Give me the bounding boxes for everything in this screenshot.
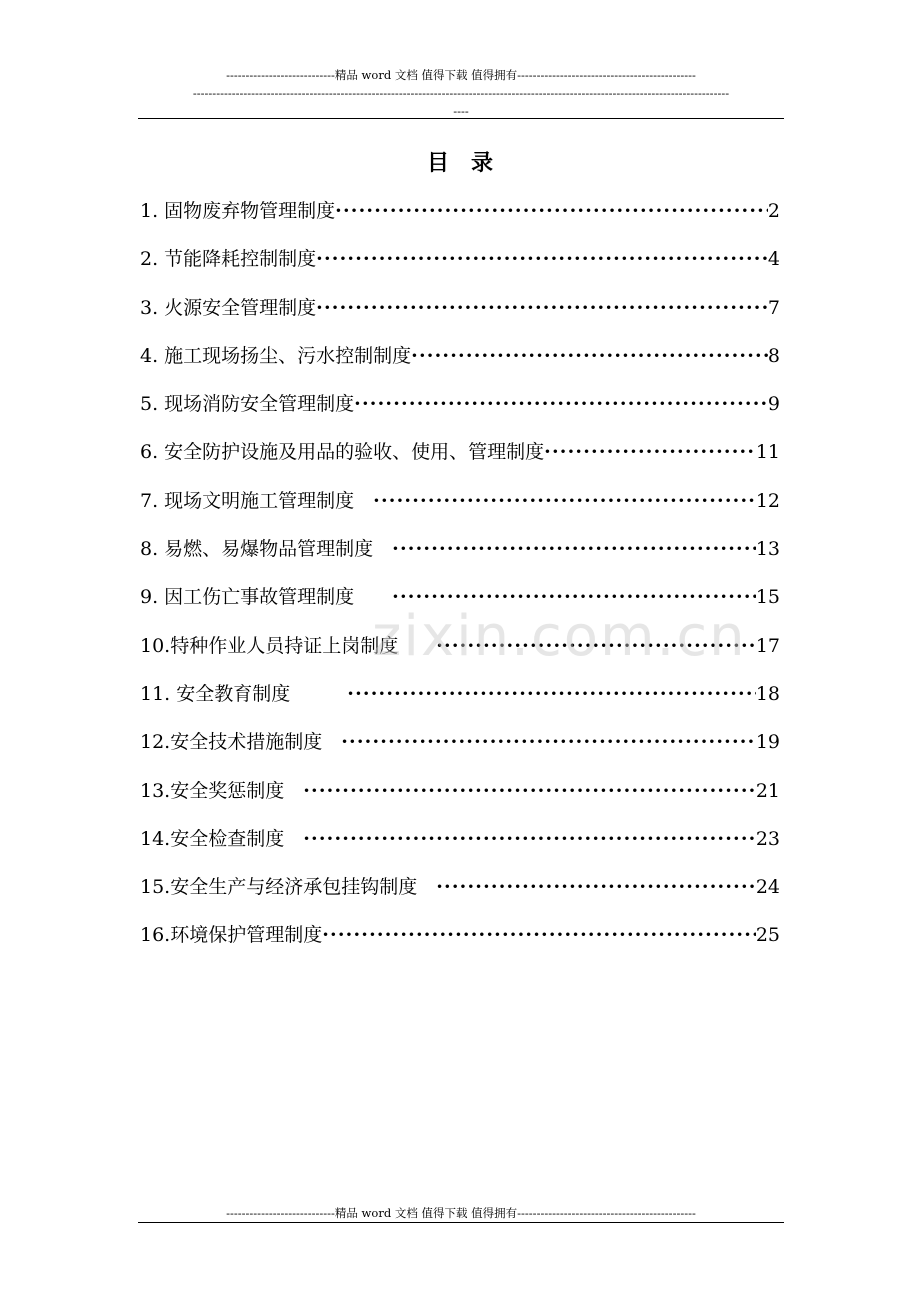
toc-leader-dots bbox=[392, 586, 756, 608]
footer-rule bbox=[138, 1222, 784, 1223]
toc-item[interactable] bbox=[140, 389, 780, 437]
toc-item-page: 8 bbox=[767, 344, 780, 367]
toc-item-label: 14.安全检查制度 bbox=[140, 827, 304, 850]
header-rule bbox=[138, 118, 784, 119]
toc-item[interactable] bbox=[140, 534, 780, 582]
toc-leader-dots bbox=[303, 828, 756, 850]
toc-leader-dots bbox=[316, 248, 768, 270]
toc-item[interactable] bbox=[140, 824, 780, 872]
toc-leader-dots bbox=[392, 538, 756, 560]
toc-leader-dots bbox=[411, 345, 768, 367]
toc-item[interactable] bbox=[140, 631, 780, 679]
toc-item-label: 7. 现场文明施工管理制度 bbox=[140, 489, 374, 512]
page-header bbox=[138, 66, 784, 120]
toc-item-page: 4 bbox=[767, 248, 780, 271]
toc-item[interactable] bbox=[140, 196, 780, 244]
toc-item[interactable] bbox=[140, 437, 780, 485]
toc-leader-dots bbox=[354, 393, 768, 415]
table-of-contents bbox=[140, 196, 780, 969]
toc-leader-dots bbox=[347, 683, 756, 705]
toc-item-label: 3. 火源安全管理制度 bbox=[140, 296, 317, 319]
toc-item[interactable] bbox=[140, 872, 780, 920]
toc-item[interactable] bbox=[140, 293, 780, 341]
toc-leader-dots bbox=[373, 490, 756, 512]
toc-item-page: 2 bbox=[767, 200, 780, 222]
toc-item-page: 19 bbox=[755, 731, 780, 754]
toc-item-label: 5. 现场消防安全管理制度 bbox=[140, 393, 355, 416]
toc-item-label: 15.安全生产与经济承包挂钩制度 bbox=[140, 876, 437, 899]
toc-item-label: 8. 易燃、易爆物品管理制度 bbox=[140, 538, 393, 561]
toc-leader-dots bbox=[335, 200, 768, 222]
toc-item-label: 1. 固物废弃物管理制度 bbox=[140, 200, 336, 222]
toc-leader-dots bbox=[436, 635, 756, 657]
toc-item-page: 12 bbox=[755, 489, 780, 512]
toc-leader-dots bbox=[316, 297, 768, 319]
toc-item[interactable] bbox=[140, 727, 780, 775]
toc-item-label: 4. 施工现场扬尘、污水控制制度 bbox=[140, 344, 412, 367]
toc-item-label: 9. 因工伤亡事故管理制度 bbox=[140, 586, 393, 609]
toc-item[interactable] bbox=[140, 776, 780, 824]
toc-item[interactable] bbox=[140, 244, 780, 292]
toc-leader-dots bbox=[436, 876, 756, 898]
toc-item-label: 6. 安全防护设施及用品的验收、使用、管理制度 bbox=[140, 441, 545, 464]
toc-item-label: 12.安全技术措施制度 bbox=[140, 731, 342, 754]
header-dash-line: ------------------------------------------------------------------------------------------------------------------------------------------ bbox=[192, 86, 730, 100]
toc-leader-dots bbox=[322, 924, 756, 946]
toc-item-page: 25 bbox=[755, 924, 780, 947]
toc-leader-dots bbox=[544, 441, 756, 463]
toc-leader-dots bbox=[303, 780, 756, 802]
page-footer: ----------------------------精品 word 文档 值得下载 值得拥有---------------------------------------------- bbox=[226, 1206, 696, 1220]
toc-item-page: 11 bbox=[755, 441, 780, 464]
toc-item-page: 21 bbox=[755, 779, 780, 802]
toc-item-page: 23 bbox=[755, 827, 780, 850]
watermark: zixin.com.cn bbox=[372, 604, 747, 669]
toc-leader-dots bbox=[341, 731, 756, 753]
toc-item-label: 16.环境保护管理制度 bbox=[140, 924, 323, 947]
toc-item-label: 2. 节能降耗控制制度 bbox=[140, 248, 317, 271]
toc-item[interactable] bbox=[140, 920, 780, 968]
toc-item-label: 10.特种作业人员持证上岗制度 bbox=[140, 634, 437, 657]
toc-item[interactable] bbox=[140, 582, 780, 630]
toc-item-label: 13.安全奖惩制度 bbox=[140, 779, 304, 802]
toc-item[interactable] bbox=[140, 486, 780, 534]
toc-item[interactable] bbox=[140, 679, 780, 727]
toc-item-page: 9 bbox=[767, 393, 780, 416]
toc-item-label: 11. 安全教育制度 bbox=[140, 682, 348, 705]
toc-item[interactable] bbox=[140, 341, 780, 389]
toc-item-page: 17 bbox=[755, 634, 780, 657]
toc-title: 目 录 bbox=[426, 150, 493, 176]
toc-item-page: 13 bbox=[755, 538, 780, 561]
toc-item-page: 18 bbox=[755, 682, 780, 705]
toc-item-page: 24 bbox=[755, 876, 780, 899]
toc-item-page: 7 bbox=[767, 296, 780, 319]
header-text: ----------------------------精品 word 文档 值得下载 值得拥有---------------------------------------------- bbox=[226, 68, 696, 82]
toc-item-page: 15 bbox=[755, 586, 780, 609]
header-dash-tail: ---- bbox=[453, 104, 469, 118]
